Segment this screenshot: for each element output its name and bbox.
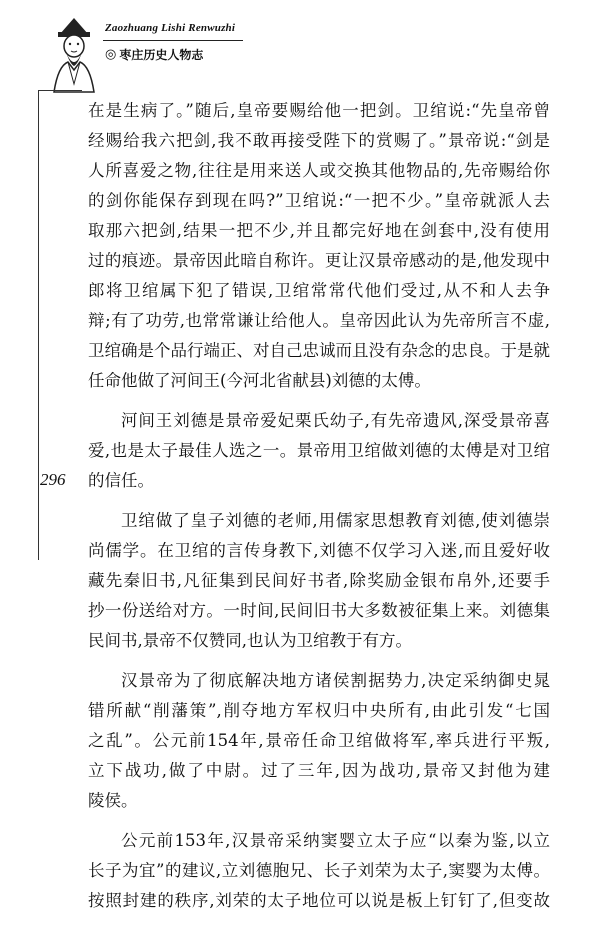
paragraph bbox=[88, 506, 550, 656]
text-line: 长子为宜”的建议,立刘德胞兄、长子刘荣为太子,窦婴为太傅。 bbox=[88, 861, 550, 880]
text-line: 河间王刘德是景帝爱妃栗氏幼子,有先帝遗风,深受景帝喜 bbox=[121, 411, 550, 430]
margin-rule-horizontal bbox=[38, 90, 82, 91]
paragraph bbox=[88, 666, 550, 816]
text-line: 之乱”。公元前154年,景帝任命卫绾做将军,率兵进行平叛, bbox=[88, 731, 550, 750]
text-line: 错所献“削藩策”,削夺地方军权归中央所有,由此引发“七国 bbox=[88, 701, 550, 720]
text-line: 经赐给我六把剑,我不敢再接受陛下的赏赐了。”景帝说:“剑是 bbox=[88, 131, 550, 150]
text-line: 立下战功,做了中尉。过了三年,因为战功,景帝又封他为建 bbox=[88, 761, 550, 780]
text-line: 尚儒学。在卫绾的言传身教下,刘德不仅学习入迷,而且爱好收 bbox=[88, 541, 550, 560]
running-header-pinyin: Zaozhuang Lishi Renwuzhi bbox=[105, 22, 236, 34]
header-rule bbox=[103, 40, 243, 41]
text-line: 人所喜爱之物,往往是用来送人或交换其他物品的,先帝赐给你 bbox=[88, 161, 550, 180]
text-line: 卫绾做了皇子刘德的老师,用儒家思想教育刘德,使刘德崇 bbox=[121, 511, 550, 530]
text-line: 取那六把剑,结果一把不少,并且都完好地在剑套中,没有使用 bbox=[88, 221, 550, 240]
text-line: 公元前153年,汉景帝采纳窦婴立太子应“以秦为鉴,以立 bbox=[121, 831, 550, 850]
running-header-title: 枣庄历史人物志 bbox=[119, 48, 204, 62]
text-line: 汉景帝为了彻底解决地方诸侯割据势力,决定采纳御史晁 bbox=[121, 671, 550, 690]
paragraph bbox=[88, 826, 550, 916]
circle-bullet-icon: ◎ bbox=[105, 47, 117, 62]
text-line: 在是生病了。”随后,皇帝要赐给他一把剑。卫绾说:“先皇帝曾 bbox=[88, 101, 550, 120]
text-line: 陵侯。 bbox=[88, 791, 138, 810]
page-number: 296 bbox=[40, 470, 66, 489]
text-line: 民间书,景帝不仅赞同,也认为卫绾教于有方。 bbox=[88, 631, 412, 650]
text-line: 按照封建的秩序,刘荣的太子地位可以说是板上钉钉了,但变故 bbox=[88, 891, 550, 910]
text-line: 藏先秦旧书,凡征集到民间好书者,除奖励金银布帛外,还要手 bbox=[88, 571, 550, 590]
text-line: 抄一份送给对方。一时间,民间旧书大多数被征集上来。刘德集 bbox=[88, 601, 550, 620]
paragraph bbox=[88, 406, 550, 496]
text-line: 的信任。 bbox=[88, 471, 154, 490]
text-line: 卫绾确是个品行端正、对自己忠诚而且没有杂念的忠良。于是就 bbox=[88, 341, 550, 360]
body-text bbox=[88, 96, 550, 926]
paragraph bbox=[88, 96, 550, 396]
running-header-chinese bbox=[105, 46, 203, 63]
text-line: 过的痕迹。景帝因此暗自称许。更让汉景帝感动的是,他发现中 bbox=[88, 251, 550, 270]
text-line: 辩;有了功劳,也常常谦让给他人。皇帝因此认为先帝所言不虚, bbox=[88, 311, 550, 330]
text-line: 的剑你能保存到现在吗?”卫绾说:“一把不少。”皇帝就派人去 bbox=[88, 191, 550, 210]
text-line: 郎将卫绾属下犯了错误,卫绾常常代他们受过,从不和人去争 bbox=[88, 281, 550, 300]
text-line: 爱,也是太子最佳人选之一。景帝用卫绾做刘德的太傅是对卫绾 bbox=[88, 441, 550, 460]
scholar-portrait-illustration bbox=[50, 14, 98, 94]
text-line: 任命他做了河间王(今河北省献县)刘德的太傅。 bbox=[88, 371, 431, 390]
margin-rule-vertical bbox=[38, 90, 39, 560]
